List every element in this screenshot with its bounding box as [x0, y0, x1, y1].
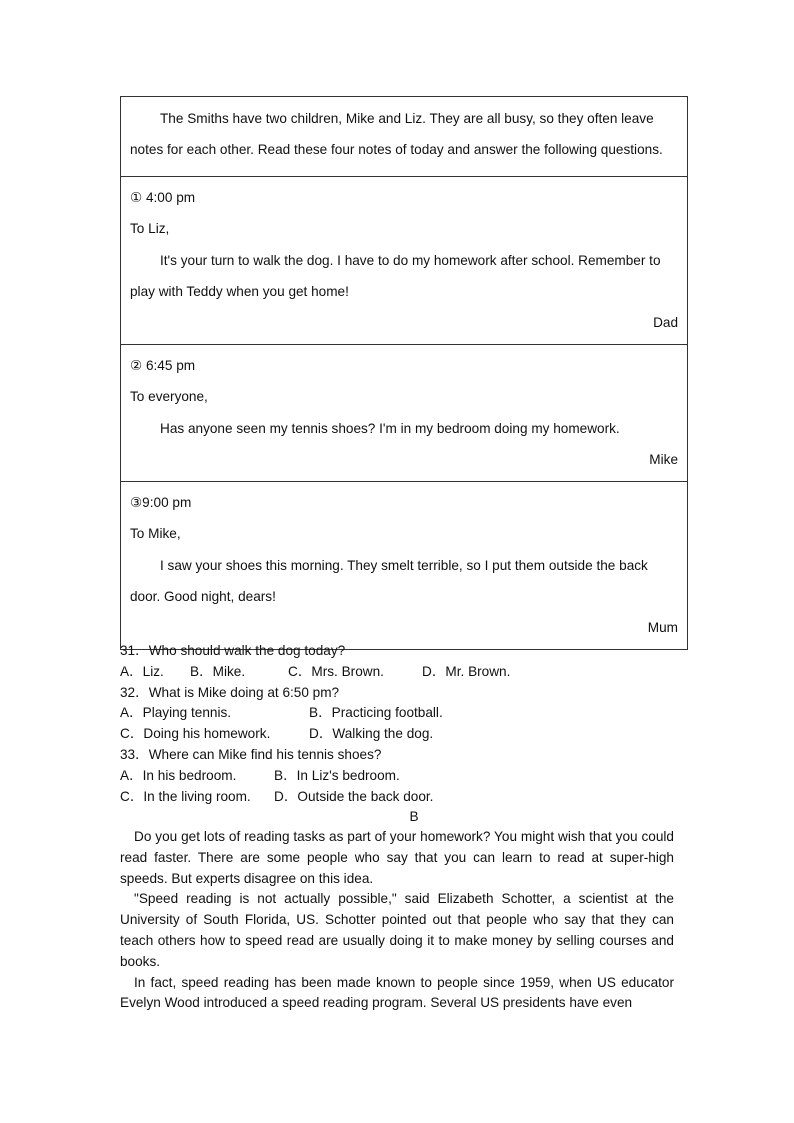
note-body-line-2: play with Teddy when you get home!: [130, 283, 349, 299]
notes-table: [120, 96, 688, 650]
reading-passage: [120, 827, 674, 1014]
option-a[interactable]: A．Liz.: [120, 663, 164, 679]
note-body-line-1: I saw your shoes this morning. They smelt terrible, so I put them outside the back: [160, 557, 648, 573]
option-b[interactable]: B．In Liz's bedroom.: [274, 767, 400, 783]
passage-paragraph-3: In fact, speed reading has been made known to people since 1959, when US educator Evelyn Wood introduced a speed reading program. Several US presidents have even: [120, 974, 674, 1011]
option-b[interactable]: B．Practicing football.: [309, 705, 443, 721]
note-time: ① 4:00 pm: [130, 190, 196, 205]
passage-paragraph-2: "Speed reading is not actually possible," said Elizabeth Schotter, a scientist at the University of South Florida, US. Schotter pointed out that people who say that they can teach others how to speed read are usually doing it to make money by selling courses and books.: [120, 891, 674, 969]
passage-paragraph-1: Do you get lots of reading tasks as part of your homework? You might wish that you could read faster. There are some people who say that you can learn to read at super-high speeds. But experts disagree on this idea.: [120, 829, 674, 886]
note-signature: Mike: [649, 451, 678, 467]
question-32-options-row-1: [120, 703, 680, 724]
intro-cell: [121, 103, 687, 176]
question-33-options-row-1: [120, 766, 680, 787]
intro-line-1: The Smiths have two children, Mike and Liz. They are all busy, so they often leave: [160, 111, 654, 126]
intro-line-2: notes for each other. Read these four notes of today and answer the following questions.: [130, 142, 663, 158]
note-mike: [121, 344, 687, 481]
question-33-stem: 33．Where can Mike find his tennis shoes?: [120, 746, 382, 762]
note-recipient: To Mike,: [130, 526, 181, 542]
question-31-stem: 31．Who should walk the dog today?: [120, 643, 346, 658]
option-d[interactable]: D．Mr. Brown.: [422, 663, 511, 679]
note-signature: Mum: [647, 620, 678, 636]
note-body-line-2: door. Good night, dears!: [130, 588, 276, 604]
option-d[interactable]: D．Outside the back door.: [274, 788, 434, 804]
note-mum: [121, 481, 687, 649]
questions-section: [120, 641, 680, 828]
question-31-options: [120, 662, 680, 683]
question-32-stem: 32．What is Mike doing at 6:50 pm?: [120, 684, 340, 700]
note-signature: Dad: [653, 315, 678, 331]
option-d[interactable]: D．Walking the dog.: [309, 726, 434, 742]
option-c[interactable]: C．Mrs. Brown.: [288, 663, 384, 679]
option-a[interactable]: A．In his bedroom.: [120, 767, 237, 783]
section-label: B: [409, 809, 419, 825]
note-body-line-1: It's your turn to walk the dog. I have to do my homework after school. Remember to: [160, 252, 661, 268]
note-recipient: To everyone,: [130, 389, 208, 405]
question-32-options-row-2: [120, 724, 680, 745]
option-c[interactable]: C．In the living room.: [120, 788, 251, 804]
option-a[interactable]: A．Playing tennis.: [120, 705, 232, 721]
note-body-line-1: Has anyone seen my tennis shoes? I'm in my bedroom doing my homework.: [160, 420, 620, 436]
note-time: ② 6:45 pm: [130, 358, 196, 373]
option-c[interactable]: C．Doing his homework.: [120, 726, 271, 742]
question-33-options-row-2: [120, 787, 680, 808]
note-recipient: To Liz,: [130, 221, 170, 237]
option-b[interactable]: B．Mike.: [190, 663, 246, 679]
note-dad: [121, 176, 687, 344]
note-time: ③9:00 pm: [130, 495, 192, 510]
